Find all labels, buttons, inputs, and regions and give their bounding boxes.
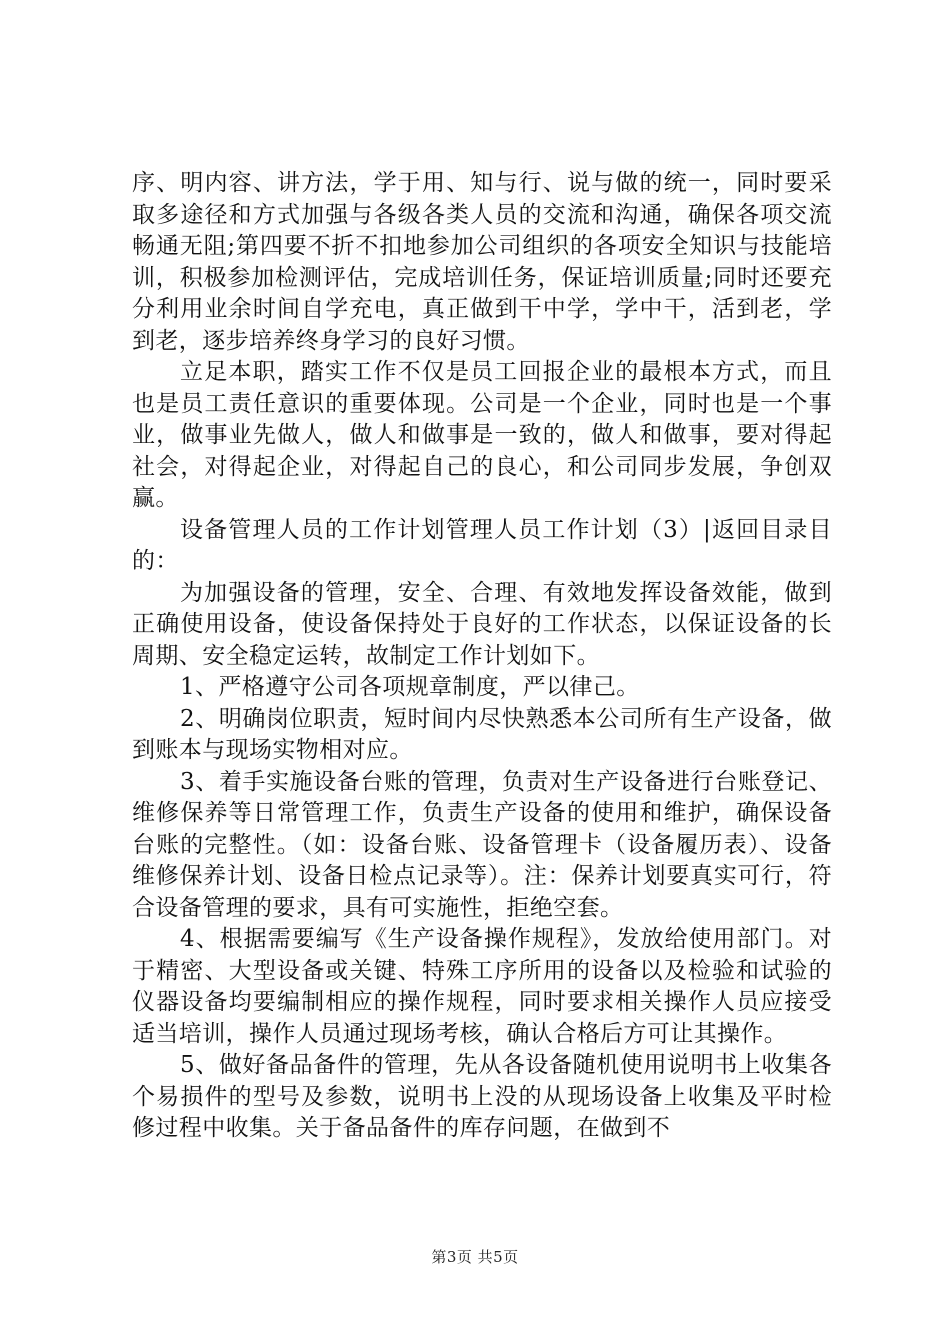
list-item-4: 4、根据需要编写《生产设备操作规程》，发放给使用部门。对于精密、大型设备或关键、特殊工序所用的设备以及检验和试验的仪器设备均要编制相应的操作规程，同时要求相关操作人员应接受适当培训，操作人员通过现场考核，确认合格后方可让其操作。 — [132, 926, 832, 1047]
list-item-2: 2、明确岗位职责，短时间内尽快熟悉本公司所有生产设备，做到账本与现场实物相对应。 — [132, 705, 832, 763]
paragraph-section-heading: 设备管理人员的工作计划管理人员工作计划（3）|返回目录目的： — [132, 516, 832, 574]
list-item-5: 5、做好备品备件的管理，先从各设备随机使用说明书上收集各个易损件的型号及参数，说明书上没的从现场设备上收集及平时检修过程中收集。关于备品备件的库存问题，在做到不 — [132, 1052, 832, 1141]
paragraph-continuation: 序、明内容、讲方法，学于用、知与行、说与做的统一，同时要采取多途径和方式加强与各级各类人员的交流和沟通，确保各项交流畅通无阻;第四要不折不扣地参加公司组织的各项安全知识与技能培训，积极参加检测评估，完成培训任务，保证培训质量;同时还要充分利用业余时间自学充电，真正做到干中学，学中干，活到老，学到老，逐步培养终身学习的良好习惯。 — [132, 170, 832, 354]
page-number-footer: 第3页 共5页 — [431, 1248, 519, 1266]
paragraph-job-attitude: 立足本职，踏实工作不仅是员工回报企业的最根本方式，而且也是员工责任意识的重要体现。公司是一个企业，同时也是一个事业，做事业先做人，做人和做事是一致的，做人和做事，要对得起社会，对得起企业，对得起自己的良心，和公司同步发展，争创双赢。 — [132, 359, 832, 511]
paragraph-purpose: 为加强设备的管理，安全、合理、有效地发挥设备效能，做到正确使用设备，使设备保持处于良好的工作状态，以保证设备的长周期、安全稳定运转，故制定工作计划如下。 — [132, 579, 832, 669]
document-body — [132, 168, 832, 1145]
list-item-1: 1、严格遵守公司各项规章制度，严以律己。 — [180, 674, 640, 700]
list-item-3: 3、着手实施设备台账的管理，负责对生产设备进行台账登记、维修保养等日常管理工作，负责生产设备的使用和维护，确保设备台账的完整性。（如：设备台账、设备管理卡（设备履历表）、设备维修保养计划、设备日检点记录等）。注：保养计划要真实可行，符合设备管理的要求，具有可实施性，拒绝空套。 — [132, 768, 832, 921]
